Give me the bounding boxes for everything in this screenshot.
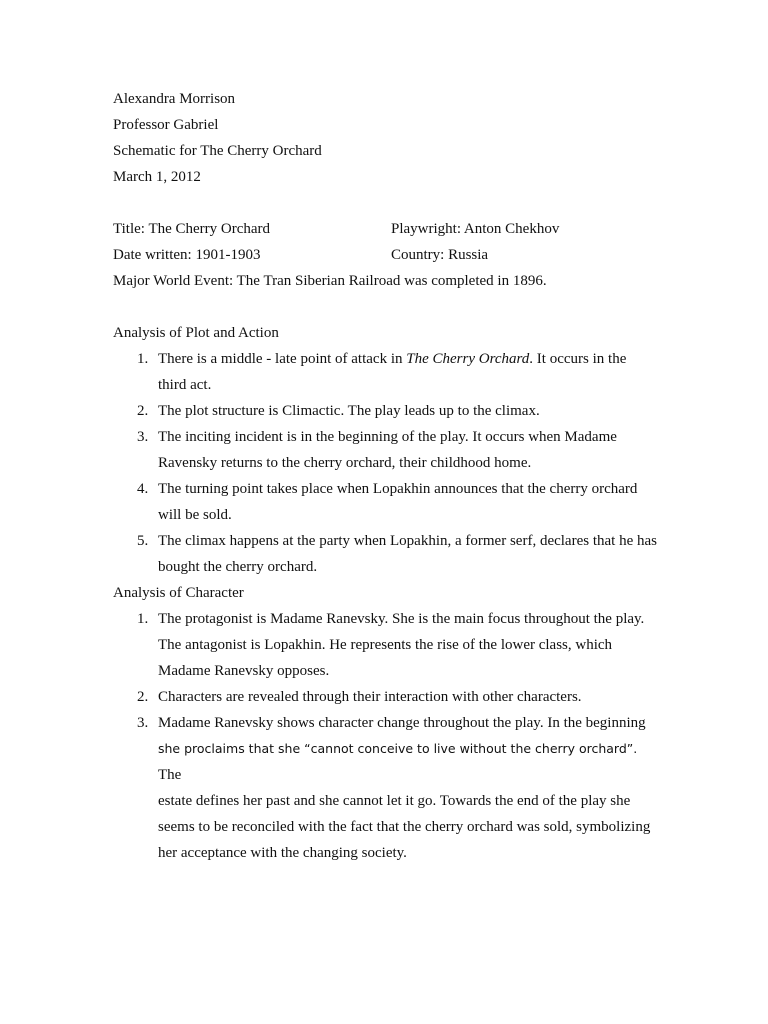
- list-number: 5.: [137, 533, 149, 549]
- list-number: 3.: [137, 715, 149, 731]
- list-number: 2.: [137, 689, 149, 705]
- document-date: March 1, 2012: [113, 169, 201, 185]
- plot-heading: Analysis of Plot and Action: [113, 325, 279, 341]
- play-title-italic: The Cherry Orchard: [406, 351, 530, 367]
- list-item: [113, 476, 658, 528]
- list-text-part: Madame Ranevsky shows character change throughout the play. In the beginning: [158, 715, 646, 731]
- world-event: Major World Event: The Tran Siberian Railroad was completed in 1896.: [113, 273, 547, 289]
- list-text: The climax happens at the party when Lopakhin, a former serf, declares that he has bought the cherry orchard.: [158, 533, 657, 575]
- list-text-part: estate defines her past and she cannot let it go. Towards the end of the play she seems to be reconciled with the fact that the cherry orchard was sold, symbolizing her acceptance with the changing society.: [158, 793, 651, 861]
- list-text-part: There is a middle - late point of attack in: [158, 351, 407, 367]
- list-item: [113, 710, 658, 866]
- list-number: 4.: [137, 481, 149, 497]
- list-text-part: The: [158, 767, 182, 783]
- list-item: [113, 684, 658, 710]
- author-name: Alexandra Morrison: [113, 91, 236, 107]
- assignment-title: Schematic for The Cherry Orchard: [113, 143, 322, 159]
- list-item: [113, 528, 658, 580]
- professor-name: Professor Gabriel: [113, 117, 219, 133]
- character-heading: Analysis of Character: [113, 585, 244, 601]
- list-number: 1.: [137, 351, 149, 367]
- list-text: The protagonist is Madame Ranevsky. She is the main focus throughout the play. The antagonist is Lopakhin. He represents the rise of the lower class, which Madame Ranevsky opposes.: [158, 611, 645, 679]
- spacer: [113, 190, 673, 216]
- list-text: Characters are revealed through their interaction with other characters.: [158, 689, 582, 705]
- list-text: The inciting incident is in the beginning of the play. It occurs when Madame Ravensky returns to the cherry orchard, their childhood home.: [158, 429, 617, 471]
- list-number: 2.: [137, 403, 149, 419]
- list-text: [158, 710, 658, 866]
- info-row-2: [113, 242, 673, 268]
- spacer: [113, 294, 673, 320]
- play-title: Title: The Cherry Orchard: [113, 221, 271, 237]
- document-content: [113, 86, 673, 866]
- quote-text: she proclaims that she “cannot conceive to live without the cherry orchard”.: [158, 741, 638, 756]
- info-row-1: [113, 216, 673, 242]
- list-text-part: . It occurs in the third act.: [158, 351, 627, 393]
- list-number: 3.: [137, 429, 149, 445]
- list-item: [113, 424, 658, 476]
- date-written: Date written: 1901-1903: [113, 247, 261, 263]
- list-text: The turning point takes place when Lopakhin announces that the cherry orchard will be sold.: [158, 481, 638, 523]
- list-number: 1.: [137, 611, 149, 627]
- plot-list: [113, 346, 673, 580]
- character-list: [113, 606, 673, 866]
- country: Country: Russia: [391, 247, 489, 263]
- list-text: [158, 346, 658, 398]
- list-text: The plot structure is Climactic. The play leads up to the climax.: [158, 403, 540, 419]
- list-item: [113, 398, 658, 424]
- list-item: [113, 346, 658, 398]
- playwright: Playwright: Anton Chekhov: [391, 221, 560, 237]
- list-item: [113, 606, 658, 684]
